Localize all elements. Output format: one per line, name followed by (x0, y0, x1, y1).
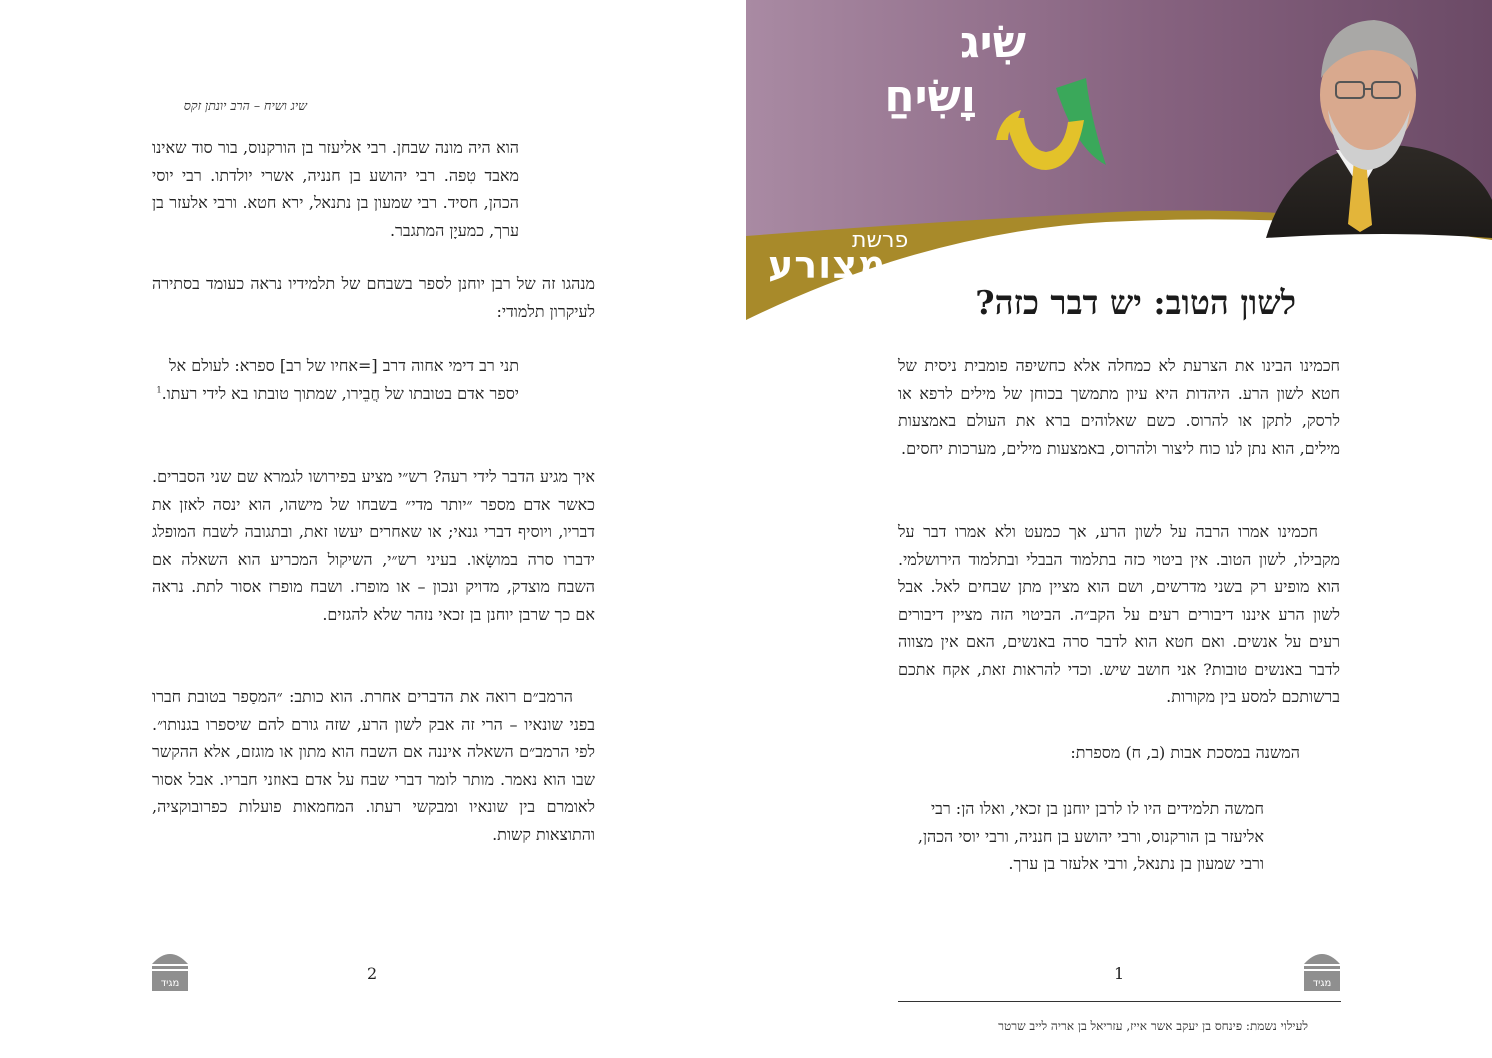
paragraph-block-4 (152, 463, 595, 628)
parsha-label: פרשת (852, 228, 909, 253)
publisher-logo-text: מגיד (1312, 978, 1332, 989)
article-title: לשון הטוב: יש דבר כזה? (975, 283, 1296, 322)
running-head: שיג ושיח – הרב יונתן זקס (183, 98, 307, 113)
paragraph-block-2 (152, 270, 595, 325)
paragraph: הוא היה מונה שבחן. רבי אליעזר בן הורקנוס, בור סוד שאינו מאבד טִפה. רבי יהושע בן חנניה, אשרי יולדתו. רבי יוסי הכהן, חסיד. רבי שמעון בן נתנאל, ירא חטא. ורבי אלעזר בן ערך, כמעיָן המתגבר. (152, 138, 519, 240)
talmud-quote (152, 352, 519, 407)
publisher-logo (151, 948, 189, 992)
paragraph: חמשה תלמידים היו לו לרבן יוחנן בן זכאי, ואלו הן: רבי אליעזר בן הורקנוס, ורבי יהושע בן חנניה, ורבי יוסי הכהן, ורבי שמעון בן נתנאל, ורבי אלעזר בן ערך. (917, 799, 1264, 873)
footer-rule (898, 1001, 1341, 1002)
page-number: 2 (367, 964, 378, 983)
quote-text: תני רב דימי אחוה דרב [=אחיו של רב] ספרא: לעולם אל יספר אדם בטובתו של חֲבֵירו, שמתוך טובתו בא לידי רעתו. (161, 356, 519, 403)
paragraph: איך מגיע הדבר לידי רעה? רש״י מציע בפירושו לגמרא שם שני הסברים. כאשר אדם מספר ״יותר מדי״ בשבחו של מישהו, הוא ינסה לאזן את דבריו, ויוסיף דברי גנאי; או שאחרים יעשו זאת, ובתגובה לשבח המופלג ידברו סרה במושָׂאו. בעיני רש״י, השיקול המכריע הוא השאלה אם השבח מוצדק, מדויק ונכון – או מופרז. ושבח מופרז אסור לתת. נראה אם כך שרבן יוחנן בן זכאי נזהר שלא להגזים. (152, 467, 595, 624)
publisher-logo-text: מגיד (160, 978, 180, 989)
paragraph: הרמב״ם רואה את הדברים אחרת. הוא כותב: ״המסַפר בטובת חברו בפני שונאיו – הרי זה אבק לשון הרע, שזה גורם להם שיספרו בגנותו״. לפי הרמב״ם השאלה איננה אם השבח הוא מתון או מוגזם, אלא ההקשר שבו הוא נאמר. מותר לומר דברי שבח על אדם באוזני חבריו. אבל אסור לאומרם בין שונאיו ומבקשי רעתו. המחמאות פועלות כפרובוקציה, והתוצאות קשות. (152, 687, 595, 844)
paragraph: המשנה במסכת אבות (ב, ח) מספרת: (1070, 743, 1300, 762)
logo-line-2: וָשִׂיחַ (884, 71, 976, 122)
page-number: 1 (1114, 964, 1125, 983)
paragraph-block-r1 (898, 352, 1340, 462)
paragraph-block-1 (152, 134, 519, 244)
logo-line-1: שִׂיג (960, 17, 1026, 68)
paragraph: חכמינו אמרו הרבה על לשון הרע, אך כמעט ולא אמרו דבר על מקבילו, לשון הטוב. אין ביטוי כזה בתלמוד הבבלי ובתלמוד הירושלמי. הוא מופיע רק בשני מדרשים, ושם הוא מציין מתן שבחים לאל. אבל לשון הרע איננו דיבורים רעים על הקב״ה. הביטוי הזה מציין דיבורים רעים על אנשים. ואם חטא הוא לדבר סרה באנשים, האם אין מצווה לדבר באנשים טובות? אני חושב שיש. וכדי להראות זאת, אקח אתכם ברשותכם למסע בין מקורות. (898, 522, 1340, 706)
paragraph: מנהגו זה של רבן יוחנן לספר בשבחם של תלמידיו נראה כעומד בסתירה לעיקרון תלמודי: (152, 274, 595, 321)
paragraph-block-r3 (898, 739, 1300, 767)
paragraph: חכמינו הבינו את הצרעת לא כמחלה אלא כחשיפה פומבית ניסית של חטא לשון הרע. היהדות היא עיון מתמשך בכוחן של מילים לרפא או לרסק, לתקן או להרוס. כשם שאלוהים ברא את העולם באמצעות מילים, הוא נתן לנו כוח ליצור ולהרוס, באמצעות מילים, מערכות יחסים. (898, 356, 1341, 458)
publisher-logo (1303, 948, 1341, 992)
footnote-marker[interactable]: 1 (156, 385, 162, 395)
mishna-quote (898, 795, 1264, 878)
paragraph-block-r2 (898, 518, 1340, 711)
right-page (746, 0, 1492, 1058)
parsha-name: מצורע (768, 243, 887, 287)
paragraph-block-5 (152, 683, 595, 848)
dedication: לעילוי נשמת: פינחס בן יעקב אשר אייז, עזריאל בן אריה לייב שרטר (998, 1019, 1308, 1033)
